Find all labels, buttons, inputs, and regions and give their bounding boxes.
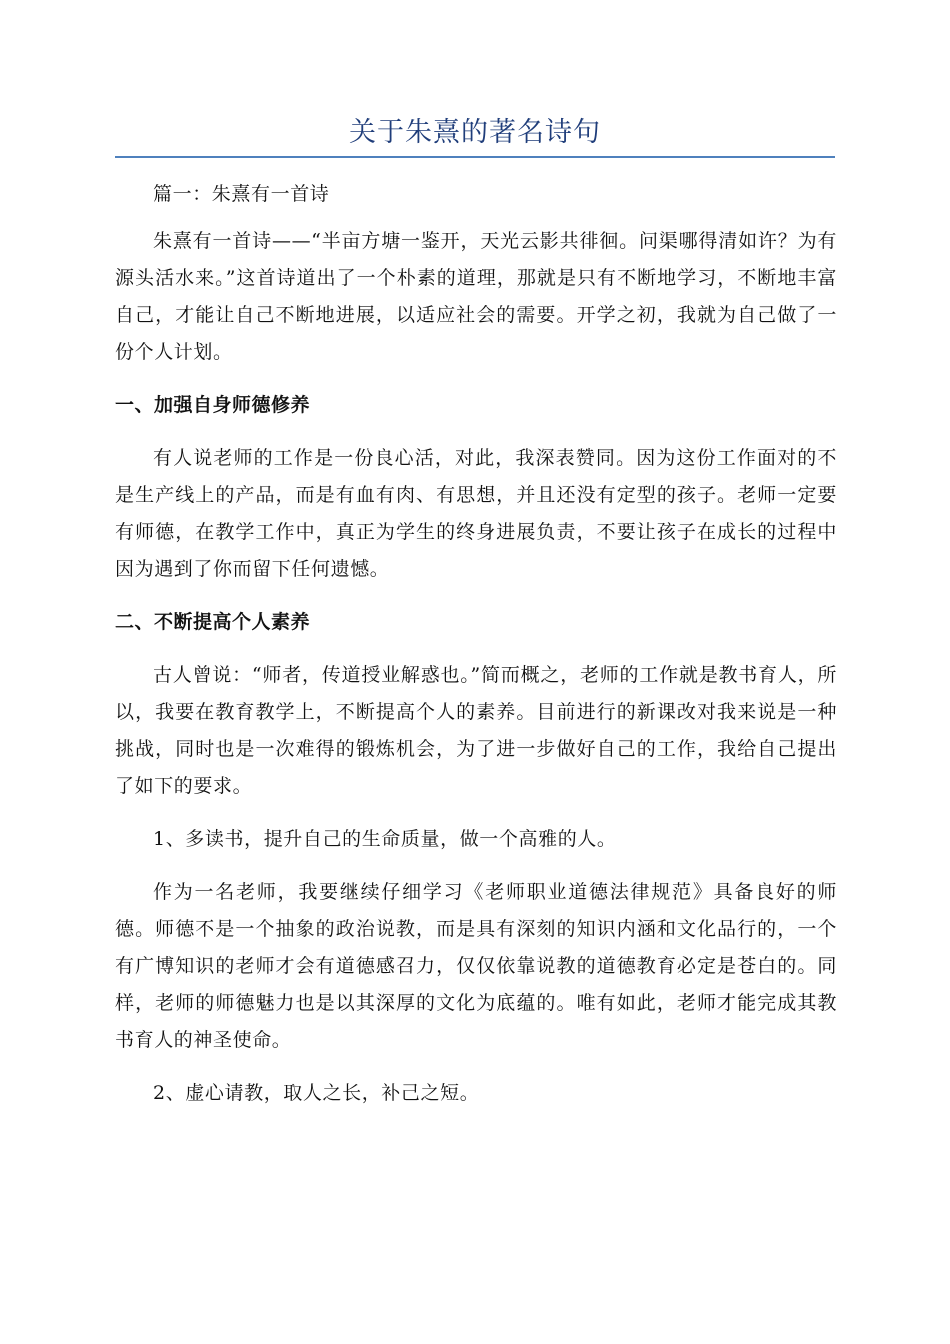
section2-paragraph: 古人曾说：“师者，传道授业解惑也。”简而概之，老师的工作就是教书育人，所以，我要在教育教学上，不断提高个人的素养。目前进行的新课改对我来说是一种挑战，同时也是一次难得的锻炼机会，为了进一步做好自己的工作，我给自己提出了如下的要求。 (115, 664, 837, 797)
point1-paragraph: 作为一名老师，我要继续仔细学习《老师职业道德法律规范》具备良好的师德。师德不是一个抽象的政治说教，而是具有深刻的知识内涵和文化品行的，一个有广博知识的老师才会有道德感召力，仅仅依靠说教的道德教育必定是苍白的。同样，老师的师德魅力也是以其深厚的文化为底蕴的。唯有如此，老师才能完成其教书育人的神圣使命。 (115, 881, 837, 1051)
title-block (115, 112, 835, 158)
document-body (115, 176, 837, 1112)
intro-paragraph: 朱熹有一首诗——“半亩方塘一鉴开，天光云影共徘徊。问渠哪得清如许？为有源头活水来。”这首诗道出了一个朴素的道理，那就是只有不断地学习，不断地丰富自己，才能让自己不断地进展，以适应社会的需要。开学之初，我就为自己做了一份个人计划。 (115, 230, 837, 363)
section1-heading: 一、加强自身师德修养 (115, 394, 311, 416)
section1-paragraph: 有人说老师的工作是一份良心活，对此，我深表赞同。因为这份工作面对的不是生产线上的产品，而是有血有肉、有思想，并且还没有定型的孩子。老师一定要有师德，在教学工作中，真正为学生的终身进展负责，不要让孩子在成长的过程中因为遇到了你而留下任何遗憾。 (115, 447, 837, 580)
point2-heading: 2、虚心请教，取人之长，补己之短。 (153, 1082, 480, 1104)
section-subtitle: 篇一：朱熹有一首诗 (153, 183, 330, 205)
point1-heading: 1、多读书，提升自己的生命质量，做一个高雅的人。 (153, 828, 617, 850)
section2-heading: 二、不断提高个人素养 (115, 611, 311, 633)
document-title: 关于朱熹的著名诗句 (349, 117, 601, 148)
